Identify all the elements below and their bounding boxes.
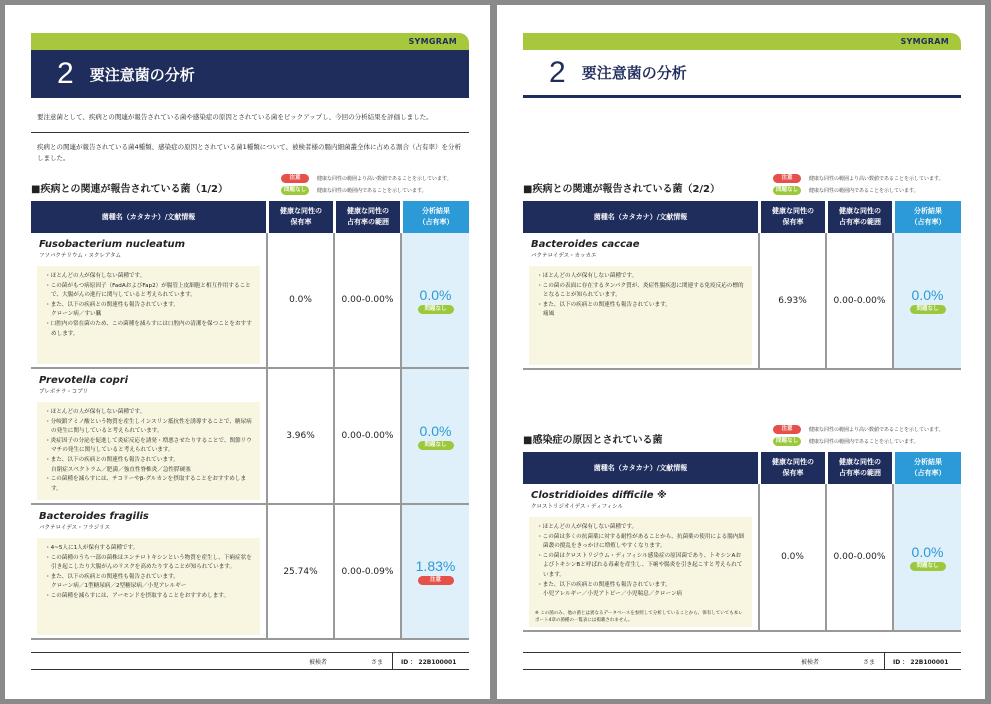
chapter-header	[523, 50, 961, 98]
info-item: ・ 分岐鎖アミノ酸という物質を産生しインスリン抵抗性を誘導することで、糖尿病の発生に関与していると考えられています。	[43, 418, 254, 437]
status-badge: 注意	[418, 576, 454, 585]
legend-ok-text: 健康な同性の範囲内であることを示しています。	[809, 187, 919, 194]
col-range: 健康な同性の 占有率の範囲	[825, 201, 892, 233]
info-item: ・ この菌種を減らすには、アーモンドを摂取することをおすすめします。	[43, 592, 254, 602]
healthy-range: 0.00-0.00%	[333, 369, 400, 503]
examinee-label: 被検者	[309, 658, 328, 666]
bacteria-kana: フソバクテリウム・ヌクレアタム	[39, 253, 121, 259]
footnote: ※ この菌のみ、他の菌とは異なるデータベースを参照して分析していることから、保有していても本レポート4章の菌種の一覧表には掲載されません。	[535, 610, 743, 623]
legend	[773, 423, 944, 447]
related-diseases: 小児アレルギー／小児アトピー／小児喘息／クローン病	[543, 591, 683, 598]
table-row	[31, 369, 469, 505]
bacteria-kana: バクテロイデス・カッカエ	[531, 253, 597, 259]
report-page-2	[497, 5, 985, 699]
chapter-number: 2	[57, 57, 74, 90]
legend-ok-text: 健康な同性の範囲内であることを示しています。	[809, 438, 919, 445]
result-value: 0.0%	[911, 543, 944, 560]
col-result: 分析結果 （占有率）	[892, 201, 961, 233]
carrier-rate: 0.0%	[266, 233, 333, 367]
col-result: 分析結果 （占有率）	[892, 452, 961, 484]
caution-badge: 注意	[773, 174, 801, 183]
chapter-header	[31, 50, 469, 98]
status-badge: 問題なし	[418, 441, 454, 450]
info-item: ・ 炎症因子の分泌を促進して炎症反応を誘発・増悪させたりすることで、関節リウマチの発生に関与していると考えられています。	[43, 437, 254, 456]
bacteria-name: Bacteroides caccae	[531, 239, 640, 250]
info-item: ・ ほとんどの人が保有しない菌種です。	[535, 523, 746, 533]
honorific: さま	[371, 658, 384, 666]
info-item: ・ ほとんどの人が保有しない菌種です。	[535, 272, 746, 282]
report-page-1	[5, 5, 490, 699]
healthy-range: 0.00-0.00%	[333, 233, 400, 367]
result-value: 0.0%	[419, 422, 452, 439]
chapter-title: 要注意菌の分析	[89, 65, 195, 84]
col-name: 菌種名（カタカナ）/文献情報	[31, 201, 266, 233]
info-item: ・ 4~5人に1人が保有する菌種です。	[43, 544, 254, 554]
intro-text: 要注意菌として、疾病との関連が報告されている菌や感染症の原因とされている菌をピックアップし、今回の分析結果を評価しました。	[37, 113, 433, 121]
bacteria-kana: プレボテラ・コプリ	[39, 389, 89, 395]
legend-caution-text: 健康な同性の範囲より高い数値であることを示しています。	[317, 175, 452, 182]
info-item: ・ この菌種を減らすには、チコリーやβ-グルカンを摂取することをおすすめします。	[43, 475, 254, 494]
result-cell	[892, 233, 961, 368]
info-item: ・ また、以下の疾病との関連性も報告されています。	[535, 301, 746, 311]
info-item: ・ ほとんどの人が保有しない菌種です。	[43, 408, 254, 418]
caution-badge: 注意	[281, 174, 309, 183]
col-range: 健康な同性の 占有率の範囲	[333, 201, 400, 233]
ok-badge: 問題なし	[281, 186, 309, 195]
bacteria-kana: クロストリジオイデス・ディフィシル	[531, 504, 623, 510]
col-name: 菌種名（カタカナ）/文献情報	[523, 452, 758, 484]
bacteria-name: Prevotella copri	[39, 375, 129, 386]
examinee-label: 被検者	[801, 658, 820, 666]
section-title: ■疾病との関連が報告されている菌（2/2）	[523, 184, 721, 195]
info-item: ・ また、以下の疾病との関連性も報告されています。	[43, 573, 254, 583]
result-cell	[400, 233, 469, 367]
carrier-rate: 0.0%	[758, 484, 825, 630]
literature-info	[529, 266, 752, 365]
carrier-rate: 6.93%	[758, 233, 825, 368]
table-row	[31, 505, 469, 640]
healthy-range: 0.00-0.00%	[825, 484, 892, 630]
carrier-rate: 25.74%	[266, 505, 333, 638]
section-title: ■感染症の原因とされている菌	[523, 435, 663, 446]
info-item: ・ ほとんどの人が保有しない菌種です。	[43, 272, 254, 282]
info-item: ・ この菌はクロストリジウム・ディフィシル感染症の原因菌であり、トキシンAおよびトキシンBと呼ばれる毒素を産生し、下痢や腸炎を引き起こすと考えられています。	[535, 552, 746, 581]
legend	[773, 172, 944, 196]
status-badge: 問題なし	[418, 305, 454, 314]
literature-info	[37, 538, 260, 635]
section-title: ■疾病との関連が報告されている菌（1/2）	[31, 184, 229, 195]
col-carrier: 健康な同性の 保有率	[758, 452, 825, 484]
symgram-logo: SYMGRAM	[900, 37, 949, 46]
col-carrier: 健康な同性の 保有率	[266, 201, 333, 233]
info-item: ・ また、以下の疾病との関連性も報告されています。	[43, 301, 254, 311]
report-id: ID ： 22B100001	[392, 653, 456, 669]
result-cell	[400, 505, 469, 638]
carrier-rate: 3.96%	[266, 369, 333, 503]
legend	[281, 172, 452, 196]
related-diseases: 痛風	[543, 311, 555, 318]
result-cell	[400, 369, 469, 503]
footer	[523, 652, 961, 670]
result-value: 1.83%	[415, 558, 456, 574]
bacteria-name: Clostridioides difficile ※	[531, 490, 667, 501]
col-range: 健康な同性の 占有率の範囲	[825, 452, 892, 484]
bacteria-table	[523, 201, 961, 370]
honorific: さま	[863, 658, 876, 666]
brand-bar	[523, 33, 961, 50]
legend-caution-text: 健康な同性の範囲より高い数値であることを示しています。	[809, 175, 944, 182]
col-result: 分析結果 （占有率）	[400, 201, 469, 233]
bacteria-info-cell	[31, 505, 266, 638]
info-item: ・ また、以下の疾病との関連性も報告されています。	[43, 456, 254, 466]
legend-caution-text: 健康な同性の範囲より高い数値であることを示しています。	[809, 426, 944, 433]
bacteria-info-cell	[523, 484, 758, 630]
divider	[31, 132, 469, 133]
info-item: ・ また、以下の疾病との関連性も報告されています。	[535, 581, 746, 591]
ok-badge: 問題なし	[773, 186, 801, 195]
literature-info	[37, 266, 260, 364]
bacteria-table	[31, 201, 469, 640]
description-text: 疾病との関連が報告されている菌4種類、感染症の原因とされている菌1種類について、被検者様の腸内細菌叢全体に占める割合（占有率）を分析しました。	[37, 143, 462, 162]
status-badge: 問題なし	[910, 562, 946, 571]
brand-bar	[31, 33, 469, 50]
result-value: 0.0%	[419, 286, 452, 303]
chapter-number: 2	[549, 55, 566, 89]
bacteria-info-cell	[523, 233, 758, 368]
healthy-range: 0.00-0.09%	[333, 505, 400, 638]
info-item: ・ 口腔内の常在菌のため、この菌種を減らすには口腔内の清潔を保つことをおすすめします。	[43, 320, 254, 339]
result-cell	[892, 484, 961, 630]
result-value: 0.0%	[911, 287, 944, 303]
related-diseases: クローン病／1型糖尿病／2型糖尿病／小児アレルギー	[51, 583, 187, 590]
literature-info	[529, 517, 752, 627]
bacteria-kana: バクテロイデス・フラジリス	[39, 525, 111, 531]
info-item: ・ この菌の表面に存在するタンパク質が、炎症性腸疾患に関連する免疫反応の標的となることが知られています。	[535, 282, 746, 301]
bacteria-info-cell	[31, 233, 266, 367]
related-diseases: クローン病／すい臓	[51, 311, 102, 318]
bacteria-name: Fusobacterium nucleatum	[39, 239, 186, 250]
ok-badge: 問題なし	[773, 437, 801, 446]
table-row	[523, 233, 961, 370]
legend-ok-text: 健康な同性の範囲内であることを示しています。	[317, 187, 427, 194]
infection-table	[523, 452, 961, 632]
footer	[31, 652, 469, 670]
status-badge: 問題なし	[910, 305, 946, 314]
symgram-logo: SYMGRAM	[408, 37, 457, 46]
report-id: ID ： 22B100001	[884, 653, 948, 669]
table-row	[523, 484, 961, 632]
info-item: ・ この菌がもつ病原因子（FadAおよびFap2）が腸管上皮細胞と相互作用することで、大腸がんの進行に関与していると考えられています。	[43, 282, 254, 301]
table-row	[31, 233, 469, 369]
col-carrier: 健康な同性の 保有率	[758, 201, 825, 233]
info-item: ・ この菌は多くの抗菌薬に対する耐性があることから、抗菌薬の使用による腸内細菌叢の撹乱をきっかけに増殖しやすくなります。	[535, 533, 746, 552]
chapter-title: 要注意菌の分析	[581, 64, 687, 82]
bacteria-info-cell	[31, 369, 266, 503]
bacteria-name: Bacteroides fragilis	[39, 511, 149, 522]
caution-badge: 注意	[773, 425, 801, 434]
literature-info	[37, 402, 260, 500]
healthy-range: 0.00-0.00%	[825, 233, 892, 368]
related-diseases: 自閉症スペクトラム／肥満／強直性脊椎炎／急性膵硬塞	[51, 466, 191, 473]
info-item: ・ この菌種のうち一部の菌株はエンテロトキシンという物質を産生し、下痢症状を引き起こしたり大腸がんのリスクを高めたりすることが知られています。	[43, 554, 254, 573]
col-name: 菌種名（カタカナ）/文献情報	[523, 201, 758, 233]
